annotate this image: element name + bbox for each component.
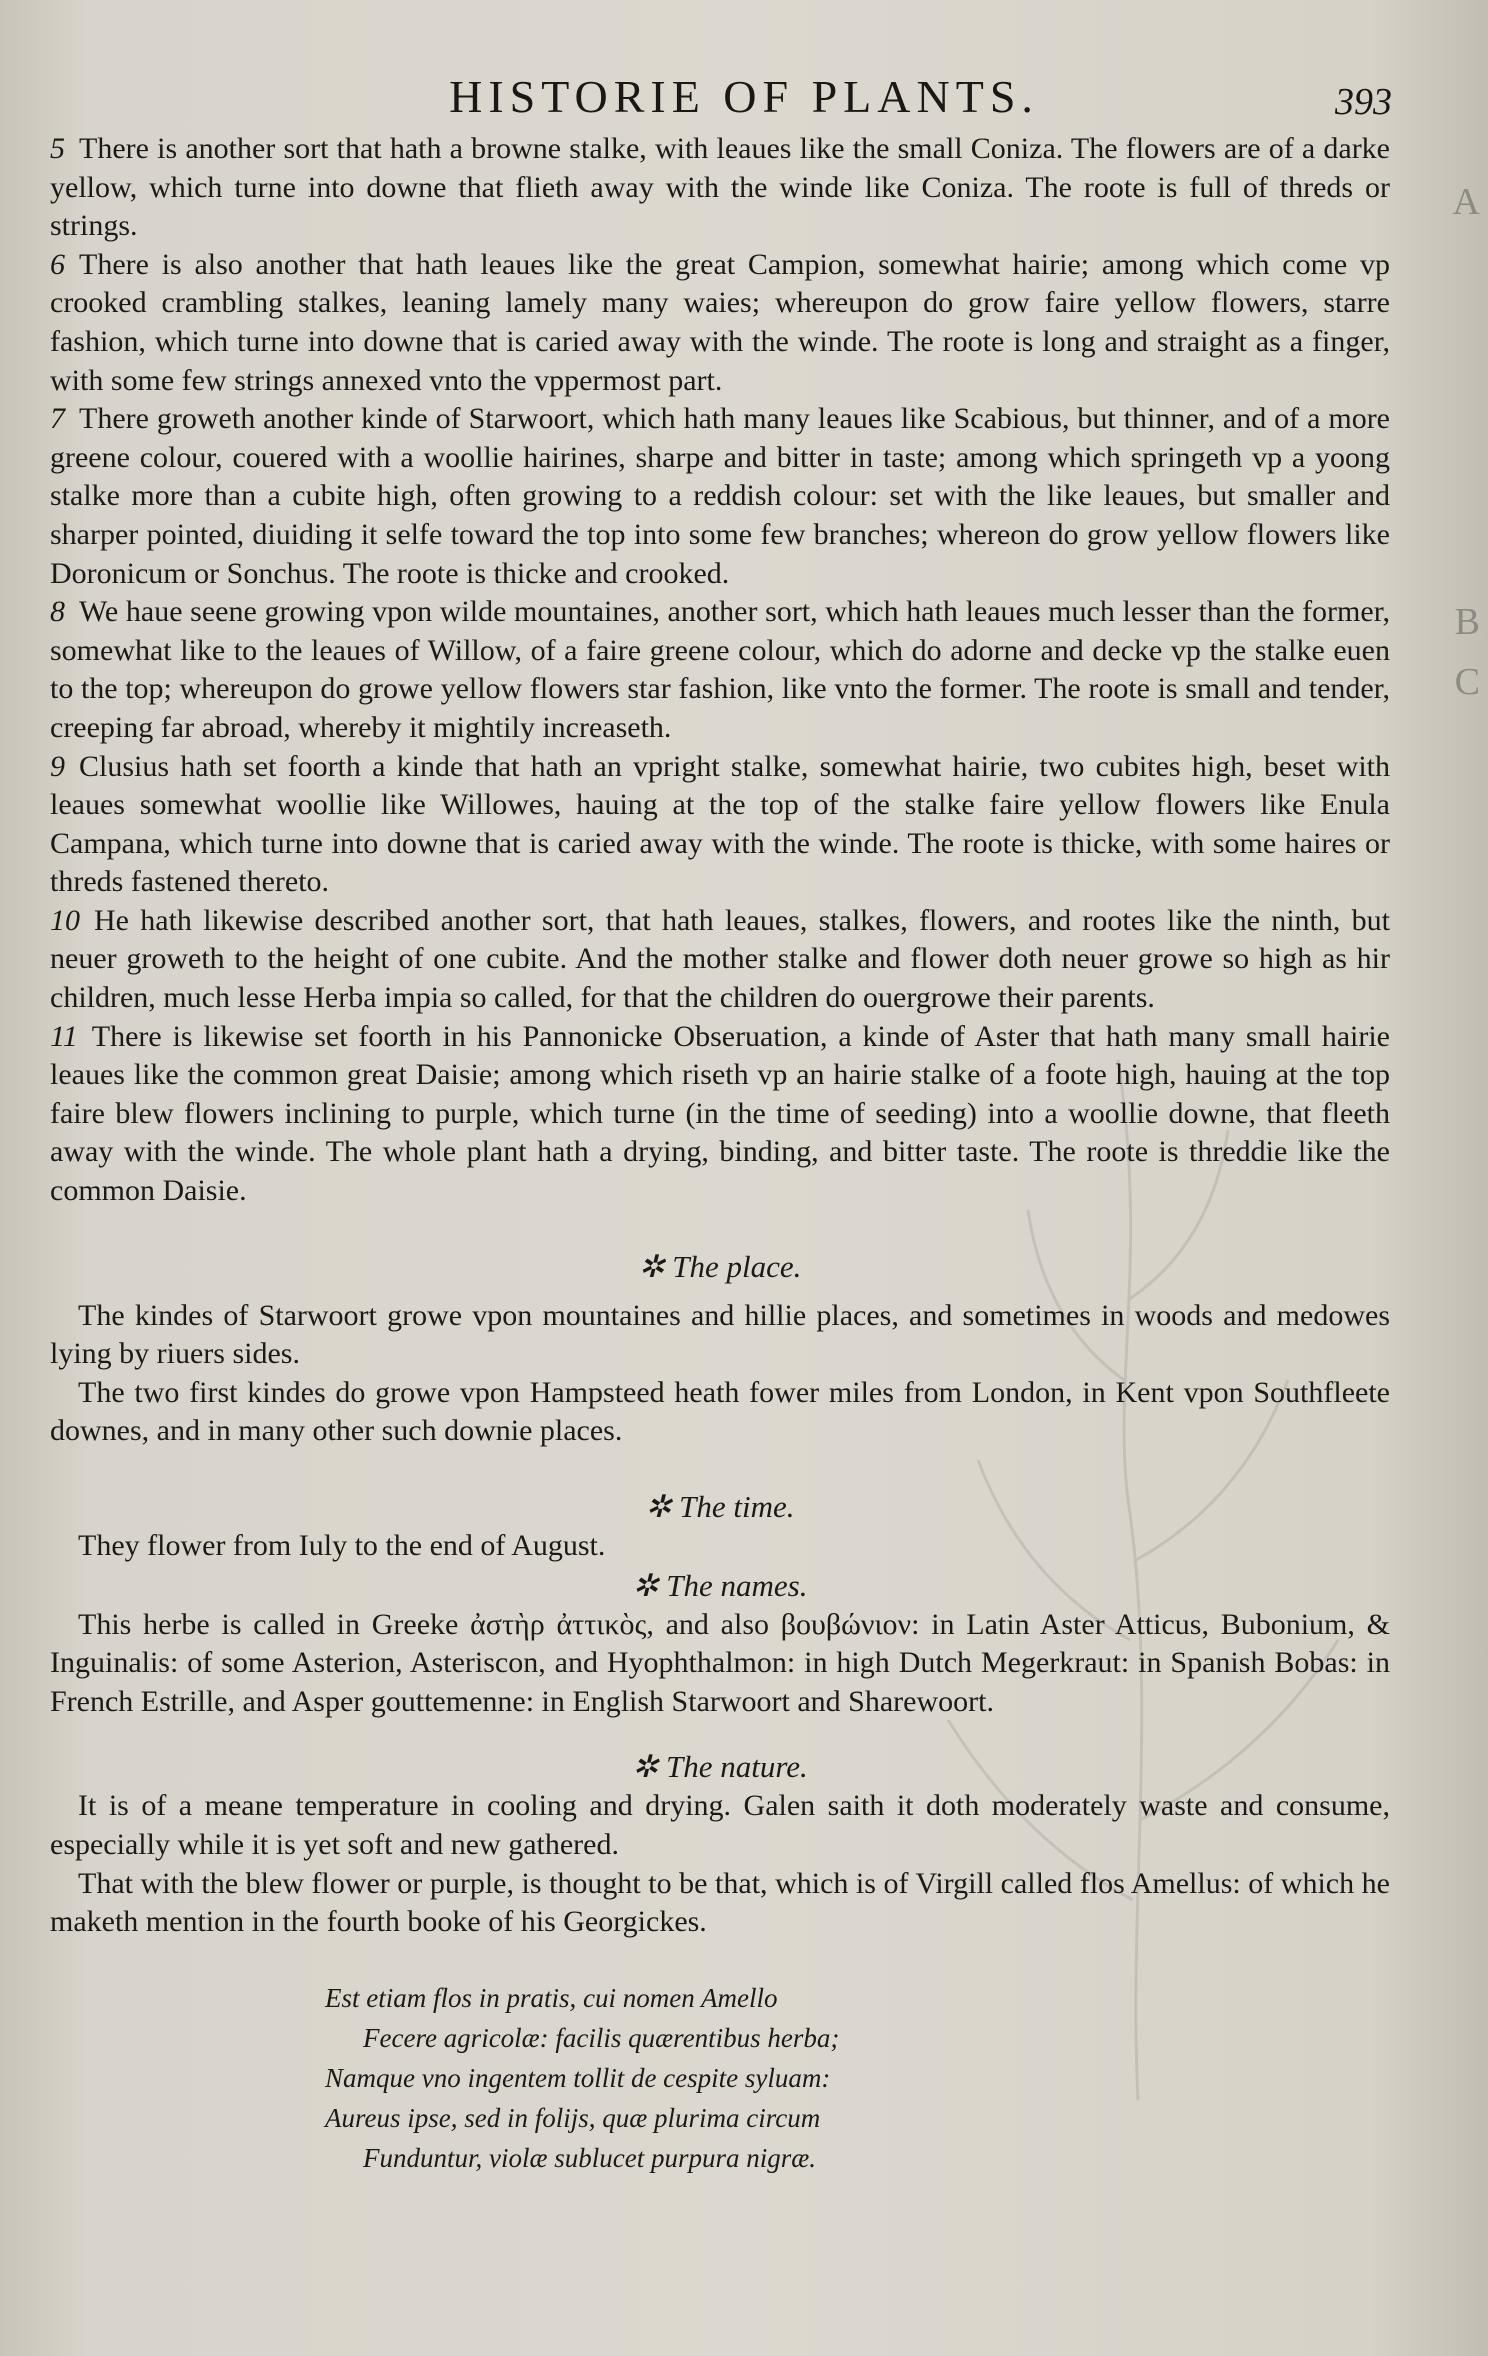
numbered-entry [50,130,1390,246]
paragraph: This herbe is called in Greeke ἀστὴρ ἀττικὸς, and also βουβώνιον: in Latin Aster Atticus, Bubonium, & Inguinalis: of some Asterion, Asteriscon, and Hyophthalmon: in high Dutch Megerkraut: in Spanish Bobas: in French Estrille, and Asper gouttemenne: in English Starwoort and Sharewoort. [50,1607,1390,1718]
paragraph: That with the blew flower or purple, is thought to be that, which is of Virgill called flos Amellus: of which he maketh mention in the fourth booke of his Georgickes. [50,1866,1390,1939]
entry-text: He hath likewise described another sort, that hath leaues, stalkes, flowers, and rootes like the ninth, but neuer groweth to the height of one cubite. And the mother stalke and flower doth neuer growe so high as hir children, much lesse Herba impia so called, for that the children do ouergrowe their parents. [50,903,1390,1015]
entry-number: 5 [50,132,65,165]
entry-number: 8 [50,595,65,629]
numbered-entry [50,1018,1390,1211]
entry-text: There is also another that hath leaues like the great Campion, somewhat hairie; among which come vp crooked crambling stalkes, leaning lamely many waies; whereupon do grow faire yellow flowers, starre fashion, which turne into downe that is caried away with the winde. The roote is long and straight as a finger, with some few strings annexed vnto the vppermost part. [50,247,1390,397]
entry-text: There is likewise set foorth in his Pannonicke Obseruation, a kinde of Aster that hath many small hairie leaues like the common great Daisie; among which riseth vp an hairie stalke of a foote high, hauing at the top faire blew flowers inclining to purple, which turne (in the time of seeding) into a woollie downe, that fleeth away with the winde. The whole plant hath a drying, binding, and bitter taste. The roote is threddie like the common Daisie. [50,1019,1390,1208]
verse-line: Namque vno ingentem tollit de cespite syluam: [325,2062,831,2093]
paragraph: It is of a meane temperature in cooling and drying. Galen saith it doth moderately waste and consume, especially while it is yet soft and new gathered. [50,1789,1390,1861]
verse-line: Aureus ipse, sed in folijs, quæ plurima circum [325,2102,821,2133]
numbered-entry [50,748,1390,902]
numbered-entry [50,902,1390,1018]
numbered-entry [50,400,1390,593]
entry-number: 11 [50,1019,78,1053]
verse-line: Funduntur, violæ sublucet purpura nigræ. [363,2142,817,2173]
verse-line: Est etiam flos in pratis, cui nomen Amello [325,1982,778,2013]
section-heading-place: ✲ The place. [638,1248,802,1284]
page-number: 393 [1335,81,1392,123]
verse-line: Fecere agricolæ: facilis quærentibus herba; [363,2022,840,2053]
numbered-entry [50,246,1390,400]
paragraph: They flower from Iuly to the end of August. [78,1529,606,1562]
entry-text: We haue seene growing vpon wilde mountaines, another sort, which hath leaues much lesser than the former, somewhat like to the leaues of Willow, of a faire greene colour, which do adorne and decke vp the stalke euen to the top; whereupon do growe yellow flowers star fashion, like vnto the former. The roote is small and tender, creeping far abroad, whereby it mightily increaseth. [50,595,1390,744]
entry-text: Clusius hath set foorth a kinde that hath an vpright stalke, somewhat hairie, two cubites high, beset with leaues somewhat woollie like Willowes, hauing at the top of the stalke faire yellow flowers like Enula Campana, which turne into downe that is caried away with the winde. The roote is thicke, with some haires or threds fastened thereto. [50,749,1390,899]
entry-number: 7 [50,402,65,436]
page-header [0,62,1488,132]
running-title: HISTORIE OF PLANTS. [449,71,1039,122]
entry-text: There groweth another kinde of Starwoort, which hath many leaues like Scabious, but thinner, and of a more greene colour, couered with a woollie hairines, sharpe and bitter in taste; among which springeth vp a yoong stalke more than a cubite high, often growing to a reddish colour: set with the like leaues, but smaller and sharper pointed, diuiding it selfe toward the top into some few branches; whereon do grow yellow flowers like Doronicum or Sonchus. The roote is thicke and crooked. [50,402,1390,590]
show-through-margin-letter: B [1454,601,1480,643]
paragraph: The kindes of Starwoort growe vpon mountaines and hillie places, and sometimes in woods and medowes lying by riuers sides. [50,1298,1390,1371]
entry-number: 10 [50,903,80,937]
show-through-margin-letter: C [1454,661,1480,703]
page-body [50,130,1390,2178]
show-through-margin-letter: A [1452,181,1480,223]
section-heading-time: ✲ The time. [645,1489,795,1524]
entry-text: There is another sort that hath a browne stalke, with leaues like the small Coniza. The flowers are of a darke yellow, which turne into downe that flieth away with the winde like Coniza. The roote is full of threds or strings. [50,132,1390,243]
entry-number: 9 [50,749,65,783]
latin-verse [50,1978,1390,2178]
section-heading-names: ✲ The names. [632,1567,808,1603]
section-heading-nature: ✲ The nature. [632,1749,808,1785]
paragraph: The two first kindes do growe vpon Hampsteed heath fower miles from London, in Kent vpon Southfleete downes, and in many other such downie places. [50,1375,1390,1448]
numbered-entry [50,593,1390,747]
entry-number: 6 [50,247,65,281]
